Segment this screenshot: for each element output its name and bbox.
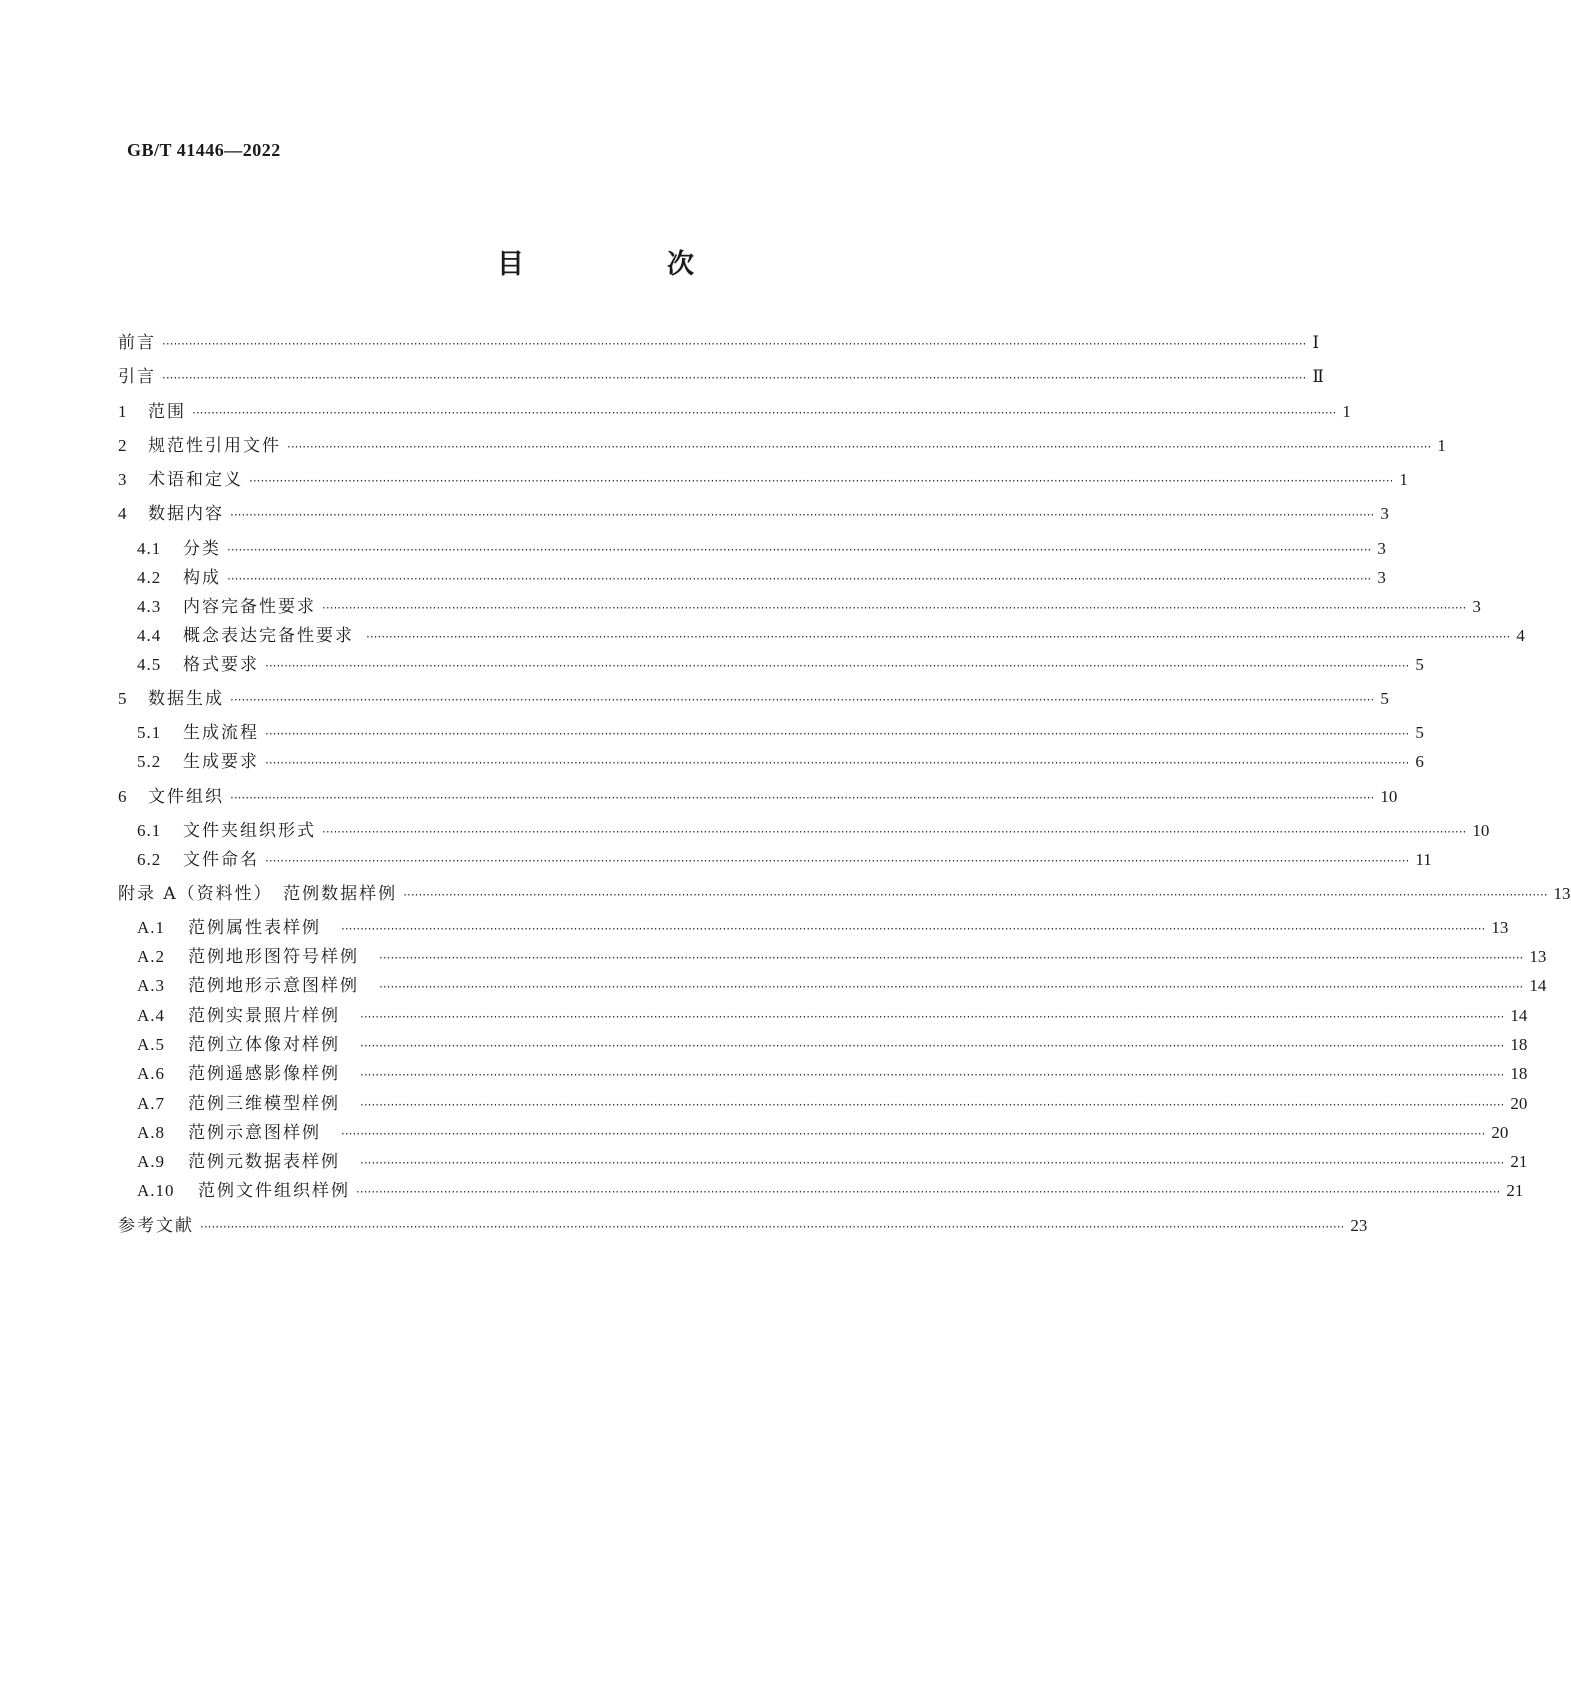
toc-entry-page: 11 xyxy=(1415,850,1432,869)
toc-entry-number: 4.2 xyxy=(137,568,162,587)
toc-entry[interactable] xyxy=(137,1003,1528,1029)
toc-entry-label: 附录 A（资料性） 范例数据样例 xyxy=(118,884,398,904)
toc-entry-page: Ⅰ xyxy=(1312,333,1320,352)
toc-entry-number: 1 xyxy=(118,402,128,421)
toc-entry-number: 5 xyxy=(118,689,128,708)
toc-entry[interactable] xyxy=(137,818,1490,844)
toc-entry[interactable] xyxy=(137,565,1386,591)
toc-entry-label: 范例三维模型样例 xyxy=(188,1094,340,1114)
toc-entry-label: 数据内容 xyxy=(148,504,224,524)
toc-entry-label: 范例地形图符号样例 xyxy=(188,947,359,967)
toc-entry-number: 6.2 xyxy=(137,850,162,869)
toc-entry[interactable] xyxy=(137,1149,1528,1175)
toc-entry-page: Ⅱ xyxy=(1312,367,1324,386)
toc-entry-page: 10 xyxy=(1380,787,1398,806)
toc-entry[interactable] xyxy=(118,364,1324,390)
toc-entry-page: 1 xyxy=(1437,436,1446,455)
toc-entry[interactable] xyxy=(137,536,1386,562)
toc-entry-number: A.8 xyxy=(137,1123,166,1142)
toc-entry-label: 术语和定义 xyxy=(148,470,243,490)
toc-entry-number: A.10 xyxy=(137,1181,175,1200)
toc-entry-page: 5 xyxy=(1415,723,1424,742)
toc-leader-dots: ············································································································································································································································································································ xyxy=(227,572,1372,586)
toc-entry-page: 1 xyxy=(1342,402,1351,421)
toc-leader-dots: ············································································································································································································································································································ xyxy=(356,1185,1501,1199)
toc-entry-label: 范例示意图样例 xyxy=(188,1123,321,1143)
toc-entry-number: 2 xyxy=(118,436,128,455)
toc-leader-dots: ············································································································································································································································································································ xyxy=(360,1156,1505,1170)
toc-leader-dots: ············································································································································································································································································································ xyxy=(265,854,1410,868)
toc-leader-dots: ············································································································································································································································································································ xyxy=(200,1220,1345,1234)
toc-leader-dots: ············································································································································································································································································································ xyxy=(162,337,1307,351)
toc-entry[interactable] xyxy=(137,1061,1528,1087)
toc-leader-dots: ············································································································································································································································································································ xyxy=(379,980,1524,994)
toc-entry-page: 20 xyxy=(1510,1094,1528,1113)
toc-entry[interactable] xyxy=(137,1178,1524,1204)
toc-leader-dots: ············································································································································································································································································································ xyxy=(322,825,1467,839)
toc-entry-page: 14 xyxy=(1529,976,1547,995)
toc-entry[interactable] xyxy=(118,1213,1368,1239)
toc-entry-number: 4.1 xyxy=(137,539,162,558)
toc-entry-page: 13 xyxy=(1553,884,1571,903)
toc-entry[interactable] xyxy=(137,652,1424,678)
toc-leader-dots: ············································································································································································································································································································ xyxy=(360,1010,1505,1024)
toc-leader-dots: ············································································································································································································································································································ xyxy=(287,440,1432,454)
toc-entry-number: A.5 xyxy=(137,1035,166,1054)
toc-entry-number: A.9 xyxy=(137,1152,166,1171)
toc-leader-dots: ············································································································································································································································································································ xyxy=(322,601,1467,615)
toc-entry-label: 数据生成 xyxy=(148,689,224,709)
toc-entry-number: A.7 xyxy=(137,1094,166,1113)
toc-entry-number: A.4 xyxy=(137,1006,166,1025)
toc-entry-label: 分类 xyxy=(183,539,221,559)
toc-leader-dots: ············································································································································································································································································································ xyxy=(341,922,1486,936)
toc-title: 目 次 xyxy=(497,249,752,280)
toc-entry-page: 18 xyxy=(1510,1064,1528,1083)
toc-entry-page: 21 xyxy=(1510,1152,1528,1171)
toc-entry-page: 1 xyxy=(1399,470,1408,489)
toc-entry-label: 格式要求 xyxy=(183,655,259,675)
toc-entry-page: 21 xyxy=(1506,1181,1524,1200)
toc-entry-number: 4 xyxy=(118,504,128,523)
toc-leader-dots: ············································································································································································································································································································ xyxy=(265,659,1410,673)
toc-entry-page: 5 xyxy=(1380,689,1389,708)
toc-entry-label: 文件命名 xyxy=(183,850,259,870)
toc-leader-dots: ············································································································································································································································································································ xyxy=(249,474,1394,488)
toc-entry-label: 范围 xyxy=(148,402,186,422)
toc-entry[interactable] xyxy=(137,915,1509,941)
toc-leader-dots: ············································································································································································································································································································ xyxy=(360,1068,1505,1082)
toc-entry-label: 生成要求 xyxy=(183,752,259,772)
toc-entry[interactable] xyxy=(118,784,1398,810)
toc-entry-number: 4.5 xyxy=(137,655,162,674)
toc-entry[interactable] xyxy=(137,973,1547,999)
toc-entry[interactable] xyxy=(137,1091,1528,1117)
toc-entry-label: 前言 xyxy=(118,333,156,353)
toc-leader-dots: ············································································································································································································································································································ xyxy=(230,693,1375,707)
toc-entry-page: 4 xyxy=(1516,626,1525,645)
toc-entry[interactable] xyxy=(137,720,1424,746)
toc-entry[interactable] xyxy=(118,686,1389,712)
toc-entry-label: 范例文件组织样例 xyxy=(198,1181,350,1201)
toc-entry-number: 3 xyxy=(118,470,128,489)
toc-entry-label: 规范性引用文件 xyxy=(148,436,281,456)
toc-entry-page: 13 xyxy=(1529,947,1547,966)
toc-leader-dots: ············································································································································································································································································································ xyxy=(379,951,1524,965)
toc-leader-dots: ············································································································································································································································································································ xyxy=(192,406,1337,420)
toc-entry-label: 范例属性表样例 xyxy=(188,918,321,938)
toc-entry-number: 4.4 xyxy=(137,626,162,645)
toc-entry[interactable] xyxy=(118,467,1408,493)
toc-entry[interactable] xyxy=(137,594,1481,620)
toc-entry-page: 3 xyxy=(1377,568,1386,587)
toc-entry[interactable] xyxy=(137,847,1432,873)
toc-entry-number: A.3 xyxy=(137,976,166,995)
toc-entry[interactable] xyxy=(137,623,1525,649)
toc-entry-label: 引言 xyxy=(118,367,156,387)
toc-entry-number: 5.1 xyxy=(137,723,162,742)
toc-leader-dots: ············································································································································································································································································································ xyxy=(265,727,1410,741)
toc-entry-label: 范例地形示意图样例 xyxy=(188,976,359,996)
standard-code: GB/T 41446—2022 xyxy=(127,140,281,160)
toc-leader-dots: ············································································································································································································································································································ xyxy=(341,1127,1486,1141)
toc-entry-number: A.6 xyxy=(137,1064,166,1083)
toc-entry-page: 10 xyxy=(1472,821,1490,840)
toc-entry[interactable] xyxy=(118,399,1351,425)
toc-entry-page: 3 xyxy=(1377,539,1386,558)
toc-leader-dots: ············································································································································································································································································································ xyxy=(230,791,1375,805)
toc-entry-label: 参考文献 xyxy=(118,1216,194,1236)
toc-leader-dots: ············································································································································································································································································································ xyxy=(360,1039,1505,1053)
toc-entry-page: 14 xyxy=(1510,1006,1528,1025)
toc-entry[interactable] xyxy=(118,881,1571,907)
toc-entry[interactable] xyxy=(137,1120,1509,1146)
toc-leader-dots: ············································································································································································································································································································ xyxy=(227,543,1372,557)
toc-entry-page: 5 xyxy=(1415,655,1424,674)
toc-entry-page: 6 xyxy=(1415,752,1424,771)
toc-entry-label: 范例实景照片样例 xyxy=(188,1006,340,1026)
toc-entry-number: 6 xyxy=(118,787,128,806)
toc-entry-page: 3 xyxy=(1472,597,1481,616)
toc-entry-number: 6.1 xyxy=(137,821,162,840)
toc-entry-label: 生成流程 xyxy=(183,723,259,743)
toc-entry[interactable] xyxy=(137,749,1424,775)
toc-entry[interactable] xyxy=(118,433,1446,459)
toc-entry-label: 范例元数据表样例 xyxy=(188,1152,340,1172)
toc-leader-dots: ············································································································································································································································································································ xyxy=(366,630,1511,644)
toc-entry-label: 文件夹组织形式 xyxy=(183,821,316,841)
toc-leader-dots: ············································································································································································································································································································ xyxy=(360,1098,1505,1112)
toc-entry-number: 5.2 xyxy=(137,752,162,771)
toc-leader-dots: ············································································································································································································································································································ xyxy=(403,888,1548,902)
toc-entry-page: 23 xyxy=(1350,1216,1368,1235)
toc-entry-page: 13 xyxy=(1491,918,1509,937)
toc-entry-label: 文件组织 xyxy=(148,787,224,807)
toc-entry-label: 范例遥感影像样例 xyxy=(188,1064,340,1084)
toc-entry-page: 18 xyxy=(1510,1035,1528,1054)
toc-entry[interactable] xyxy=(137,944,1547,970)
toc-entry-page: 20 xyxy=(1491,1123,1509,1142)
toc-entry-page: 3 xyxy=(1380,504,1389,523)
toc-entry[interactable] xyxy=(137,1032,1528,1058)
toc-leader-dots: ············································································································································································································································································································ xyxy=(162,371,1307,385)
toc-leader-dots: ············································································································································································································································································································ xyxy=(265,756,1410,770)
toc-entry-label: 内容完备性要求 xyxy=(183,597,316,617)
toc-entry-label: 构成 xyxy=(183,568,221,588)
toc-entry[interactable] xyxy=(118,501,1389,527)
toc-entry-label: 概念表达完备性要求 xyxy=(183,626,354,646)
toc-leader-dots: ············································································································································································································································································································ xyxy=(230,508,1375,522)
toc-entry-number: A.2 xyxy=(137,947,166,966)
toc-entry-number: 4.3 xyxy=(137,597,162,616)
toc-entry-label: 范例立体像对样例 xyxy=(188,1035,340,1055)
toc-entry-number: A.1 xyxy=(137,918,166,937)
toc-entry[interactable] xyxy=(118,330,1320,356)
